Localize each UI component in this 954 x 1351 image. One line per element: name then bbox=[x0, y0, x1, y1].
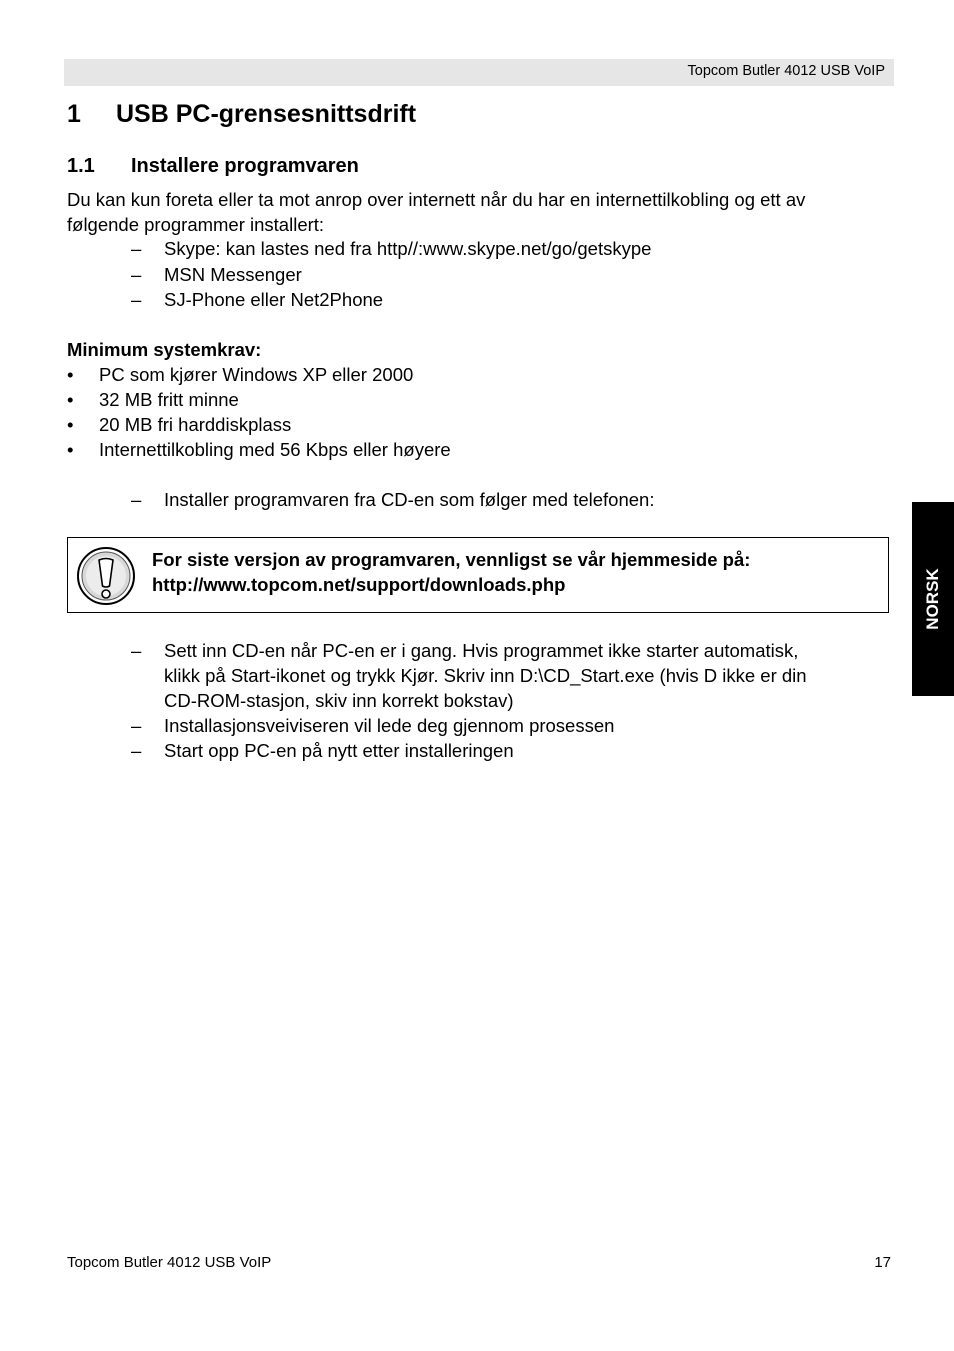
step-1-line-3: CD-ROM-stasjon, skiv inn korrekt bokstav) bbox=[164, 690, 514, 711]
install-step-text: Installer programvaren fra CD-en som følger med telefonen: bbox=[164, 489, 655, 510]
exclamation-icon bbox=[76, 546, 136, 606]
requirement-item-text: 32 MB fritt minne bbox=[99, 389, 239, 410]
subsection-number: 1.1 bbox=[67, 155, 95, 177]
subsection-heading bbox=[67, 155, 359, 178]
requirements-heading: Minimum systemkrav: bbox=[67, 339, 262, 360]
dash-marker: – bbox=[131, 489, 142, 510]
dash-marker: – bbox=[131, 740, 142, 761]
bullet-marker: • bbox=[67, 389, 74, 410]
note-text-line-1: For siste versjon av programvaren, vennligst se vår hjemmeside på: bbox=[152, 549, 751, 570]
subsection-title: Installere programvaren bbox=[131, 155, 359, 177]
language-tab-label: NORSK bbox=[923, 568, 942, 630]
step-1-line-2: klikk på Start-ikonet og trykk Kjør. Skriv inn D:\CD_Start.exe (hvis D ikke er din bbox=[164, 665, 807, 686]
note-box bbox=[67, 537, 889, 613]
bullet-marker: • bbox=[67, 414, 74, 435]
requirement-item-text: PC som kjører Windows XP eller 2000 bbox=[99, 364, 414, 385]
program-item-text: SJ-Phone eller Net2Phone bbox=[164, 289, 384, 310]
intro-line-2: følgende programmer installert: bbox=[67, 214, 325, 235]
dash-marker: – bbox=[131, 289, 142, 310]
dash-marker: – bbox=[131, 264, 142, 285]
footer-title: Topcom Butler 4012 USB VoIP bbox=[67, 1254, 272, 1271]
header-title: Topcom Butler 4012 USB VoIP bbox=[687, 63, 885, 79]
step-1-line-1: Sett inn CD-en når PC-en er i gang. Hvis programmet ikke starter automatisk, bbox=[164, 640, 799, 661]
dash-marker: – bbox=[131, 238, 142, 259]
section-heading bbox=[67, 100, 416, 129]
page-header-bar bbox=[64, 59, 894, 86]
note-url[interactable]: http://www.topcom.net/support/downloads.php bbox=[152, 574, 566, 595]
program-item-text: Skype: kan lastes ned fra http//:www.skype.net/go/getskype bbox=[164, 238, 652, 259]
requirement-item-text: Internettilkobling med 56 Kbps eller høyere bbox=[99, 439, 451, 460]
program-item-text: MSN Messenger bbox=[164, 264, 302, 285]
bullet-marker: • bbox=[67, 439, 74, 460]
section-title: USB PC-grensesnittsdrift bbox=[116, 100, 417, 128]
step-2-text: Installasjonsveiviseren vil lede deg gjennom prosessen bbox=[164, 715, 615, 736]
dash-marker: – bbox=[131, 715, 142, 736]
intro-line-1: Du kan kun foreta eller ta mot anrop over internett når du har en internettilkobling og ett av bbox=[67, 189, 806, 210]
page-number: 17 bbox=[874, 1254, 891, 1271]
step-3-text: Start opp PC-en på nytt etter installeringen bbox=[164, 740, 514, 761]
bullet-marker: • bbox=[67, 364, 74, 385]
dash-marker: – bbox=[131, 640, 142, 661]
requirement-item-text: 20 MB fri harddiskplass bbox=[99, 414, 292, 435]
section-number: 1 bbox=[67, 100, 81, 128]
language-tab bbox=[912, 502, 954, 696]
